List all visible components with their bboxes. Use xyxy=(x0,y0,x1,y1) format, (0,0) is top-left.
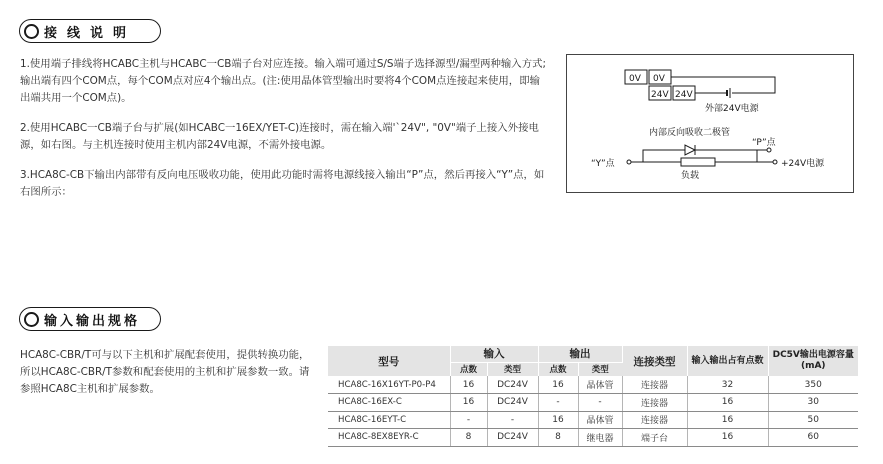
col-header-dc5v: DC5V输出电源容量 (mA) xyxy=(768,346,858,376)
section-header-io-spec xyxy=(19,307,161,331)
cell-out-pts: 16 xyxy=(538,411,578,429)
io-spec-table xyxy=(328,346,858,447)
terminal-label: 0V xyxy=(653,74,665,84)
col-header-output: 输出 xyxy=(538,346,622,362)
section-title: 输入输出规格 xyxy=(44,313,141,329)
table-row xyxy=(328,376,858,394)
wiring-paragraph-3: 3.HCA8C-CB下输出内部带有反向电压吸收功能，使用此功能时需将电源线接入输出“P”点，然后再接入“Y”点，如右图所示： xyxy=(20,169,545,198)
terminal-label: 0V xyxy=(629,74,641,84)
cell-io: 16 xyxy=(687,429,768,447)
cell-in-pts: 16 xyxy=(450,376,487,394)
cell-in-type: - xyxy=(487,411,538,429)
io-spec-description: HCA8C-CBR/T可与以下主机和扩展配套使用，提供转换功能，所以HCA8C-CBR/T参数和配套使用的主机和扩展参数一致。请参照HCA8C主机和扩展参数。 xyxy=(20,349,310,395)
cell-model: HCA8C-16EYT-C xyxy=(328,411,450,429)
cell-out-type: 晶体管 xyxy=(578,411,622,429)
cell-out-type: 继电器 xyxy=(578,429,622,447)
cell-model: HCA8C-16EX-C xyxy=(328,394,450,412)
col-header-output-points: 点数 xyxy=(538,362,578,376)
cell-in-type: DC24V xyxy=(487,376,538,394)
cell-out-type: 晶体管 xyxy=(578,376,622,394)
cell-out-pts: 8 xyxy=(538,429,578,447)
wiring-paragraph-2: 2.使用HCABC一CB端子台与扩展(如HCABC一16EX/YET-C)连接时，需在输入端'`24V", "0V"端子上接入外接电源，如右图。与主机连接时使用主机内部24V电源，不需外接电源。 xyxy=(20,122,539,151)
p-point-terminal xyxy=(767,148,771,152)
ext-power-label: 外部24V电源 xyxy=(705,104,759,114)
cell-conn: 连接器 xyxy=(622,376,687,394)
cell-io: 16 xyxy=(687,411,768,429)
wiring-diagram-svg xyxy=(567,55,855,194)
cell-io: 16 xyxy=(687,394,768,412)
terminal-label: 24V xyxy=(675,90,693,100)
circle-mark-icon xyxy=(24,312,39,327)
load-resistor-icon xyxy=(681,158,715,166)
col-header-output-type: 类型 xyxy=(578,362,622,376)
load-label: 负载 xyxy=(681,171,700,181)
power-label: +24V电源 xyxy=(781,159,825,169)
col-header-io-points: 输入输出占有点数 xyxy=(687,346,768,376)
wiring-paragraph-1: 1.使用端子排线将HCABC主机与HCABC一CB端子台对应连接。输入端可通过S/S端子选择源型/漏型两种输入方式;输出端有四个COM点，每个COM点对应4个输出点。(注:使用晶体管型输出时要将4个COM点连接起来使用，即输出端共用一个COM点)。 xyxy=(20,58,546,104)
y-point-label: “Y”点 xyxy=(591,159,615,169)
col-header-input: 输入 xyxy=(450,346,538,362)
cell-model: HCA8C-8EX8EYR-C xyxy=(328,429,450,447)
diode-wire xyxy=(643,150,685,162)
cell-conn: 连接器 xyxy=(622,394,687,412)
table-row xyxy=(328,411,858,429)
col-header-model: 型号 xyxy=(328,346,450,376)
diode-icon xyxy=(685,145,695,155)
cell-out-type: - xyxy=(578,394,622,412)
cell-cap: 60 xyxy=(768,429,858,447)
cell-cap: 30 xyxy=(768,394,858,412)
table-row xyxy=(328,429,858,447)
power-terminal xyxy=(773,160,777,164)
col-header-conn-type: 连接类型 xyxy=(622,346,687,376)
cell-model: HCA8C-16X16YT-P0-P4 xyxy=(328,376,450,394)
circle-mark-icon xyxy=(24,24,39,39)
p-point-label: “P”点 xyxy=(752,138,776,148)
cell-in-pts: 16 xyxy=(450,394,487,412)
section-header-wiring xyxy=(19,19,161,43)
cell-conn: 端子台 xyxy=(622,429,687,447)
col-header-input-points: 点数 xyxy=(450,362,487,376)
cell-in-type: DC24V xyxy=(487,429,538,447)
cell-out-pts: 16 xyxy=(538,376,578,394)
cell-out-pts: - xyxy=(538,394,578,412)
cell-cap: 50 xyxy=(768,411,858,429)
cell-cap: 350 xyxy=(768,376,858,394)
diode-label: 内部反向吸收二极管 xyxy=(649,128,731,138)
col-header-input-type: 类型 xyxy=(487,362,538,376)
wiring-diagram xyxy=(566,54,854,193)
cell-in-pts: - xyxy=(450,411,487,429)
cell-io: 32 xyxy=(687,376,768,394)
section-title: 接线说明 xyxy=(44,25,137,41)
table-row xyxy=(328,394,858,412)
y-point-terminal xyxy=(627,160,631,164)
cell-in-pts: 8 xyxy=(450,429,487,447)
cell-conn: 连接器 xyxy=(622,411,687,429)
cell-in-type: DC24V xyxy=(487,394,538,412)
terminal-label: 24V xyxy=(651,90,669,100)
